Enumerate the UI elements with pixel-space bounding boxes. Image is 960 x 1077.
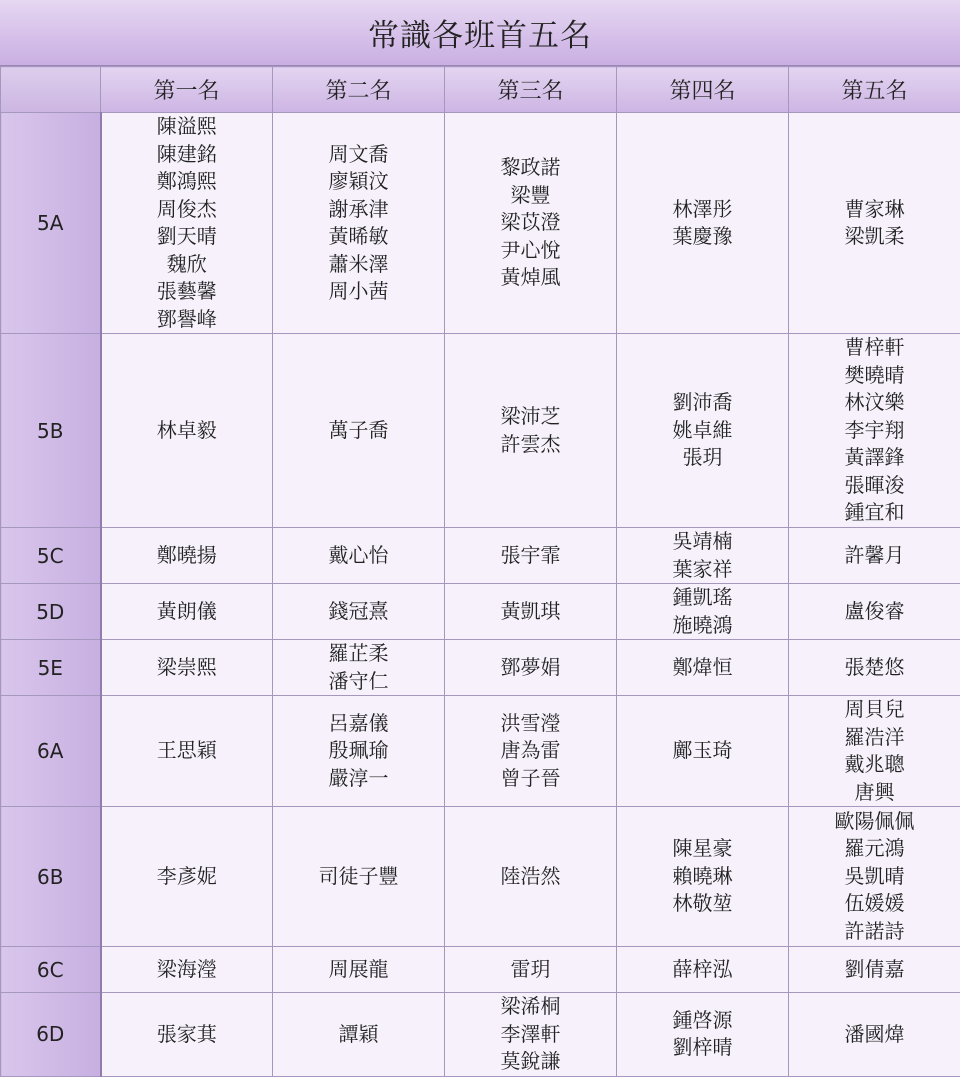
student-name: 姚卓維 bbox=[673, 417, 733, 445]
student-name: 周俊杰 bbox=[157, 196, 217, 224]
student-name: 林卓毅 bbox=[157, 417, 217, 445]
rank-5-cell bbox=[789, 807, 960, 947]
student-name: 梁凱柔 bbox=[845, 223, 905, 251]
rank-2-cell bbox=[273, 947, 445, 993]
rank-2-cell bbox=[273, 807, 445, 947]
student-list bbox=[501, 154, 561, 292]
student-name: 羅芷柔 bbox=[329, 640, 389, 668]
rank-4-cell bbox=[617, 993, 789, 1077]
rank-1-cell bbox=[101, 334, 273, 528]
student-name: 曹梓軒 bbox=[845, 334, 905, 362]
rank-5-cell bbox=[789, 584, 960, 640]
student-name: 林敬堃 bbox=[673, 890, 733, 918]
student-name: 鍾凱瑤 bbox=[673, 584, 733, 612]
student-name: 嚴淳一 bbox=[329, 765, 389, 793]
student-name: 呂嘉儀 bbox=[329, 710, 389, 738]
student-name: 賴曉琳 bbox=[673, 863, 733, 891]
student-name: 周小茜 bbox=[329, 278, 389, 306]
rank-5-cell bbox=[789, 696, 960, 807]
student-name: 譚穎 bbox=[339, 1021, 379, 1049]
student-list bbox=[835, 808, 915, 946]
rank-4-cell bbox=[617, 807, 789, 947]
student-list bbox=[673, 1007, 733, 1062]
rank-5-cell bbox=[789, 113, 960, 334]
student-name: 戴心怡 bbox=[329, 542, 389, 570]
student-name: 梁海瀅 bbox=[157, 956, 217, 984]
student-name: 蕭米澤 bbox=[329, 251, 389, 279]
table-row bbox=[1, 807, 960, 947]
student-name: 鍾啓源 bbox=[673, 1007, 733, 1035]
rank-1-header: 第一名 bbox=[101, 67, 273, 113]
rank-2-header: 第二名 bbox=[273, 67, 445, 113]
student-list bbox=[501, 542, 561, 570]
student-list bbox=[673, 835, 733, 918]
student-name: 萬子喬 bbox=[329, 417, 389, 445]
corner-header bbox=[1, 67, 101, 113]
student-name: 梁崇熙 bbox=[157, 654, 217, 682]
student-name: 伍媛媛 bbox=[835, 890, 915, 918]
rank-3-header: 第三名 bbox=[445, 67, 617, 113]
rank-1-cell bbox=[101, 528, 273, 584]
student-list bbox=[845, 956, 905, 984]
table-row bbox=[1, 947, 960, 993]
rank-1-cell bbox=[101, 113, 273, 334]
class-label: 5D bbox=[1, 584, 101, 640]
student-name: 陳溢熙 bbox=[157, 113, 217, 141]
student-name: 陳建銘 bbox=[157, 141, 217, 169]
student-list bbox=[673, 737, 733, 765]
student-name: 吳靖楠 bbox=[673, 528, 733, 556]
student-list bbox=[329, 542, 389, 570]
student-name: 戴兆聰 bbox=[845, 751, 905, 779]
table-row bbox=[1, 696, 960, 807]
student-name: 劉沛喬 bbox=[673, 389, 733, 417]
student-name: 羅浩洋 bbox=[845, 724, 905, 752]
student-name: 林澤彤 bbox=[673, 196, 733, 224]
student-list bbox=[845, 654, 905, 682]
student-name: 羅元鴻 bbox=[835, 835, 915, 863]
student-name: 薛梓泓 bbox=[673, 956, 733, 984]
rank-4-cell bbox=[617, 640, 789, 696]
student-name: 劉倩嘉 bbox=[845, 956, 905, 984]
student-name: 許馨月 bbox=[845, 542, 905, 570]
student-name: 盧俊睿 bbox=[845, 598, 905, 626]
rank-3-cell bbox=[445, 807, 617, 947]
student-list bbox=[501, 710, 561, 793]
rank-3-cell bbox=[445, 584, 617, 640]
student-name: 魏欣 bbox=[157, 251, 217, 279]
rank-2-cell bbox=[273, 528, 445, 584]
student-name: 梁苡澄 bbox=[501, 209, 561, 237]
student-list bbox=[157, 417, 217, 445]
student-name: 莫銳謙 bbox=[501, 1048, 561, 1076]
student-name: 黃譯鋒 bbox=[845, 444, 905, 472]
student-name: 殷珮瑜 bbox=[329, 737, 389, 765]
student-name: 陸浩然 bbox=[501, 863, 561, 891]
table-row bbox=[1, 993, 960, 1077]
student-list bbox=[501, 993, 561, 1076]
student-name: 鍾宜和 bbox=[845, 499, 905, 527]
student-name: 曹家琳 bbox=[845, 196, 905, 224]
student-name: 梁豐 bbox=[501, 182, 561, 210]
class-label: 5C bbox=[1, 528, 101, 584]
rank-4-cell bbox=[617, 113, 789, 334]
class-label: 5B bbox=[1, 334, 101, 528]
rank-5-cell bbox=[789, 640, 960, 696]
rank-3-cell bbox=[445, 528, 617, 584]
student-name: 周展龍 bbox=[329, 956, 389, 984]
student-list bbox=[157, 863, 217, 891]
student-name: 許雲杰 bbox=[501, 431, 561, 459]
student-list bbox=[673, 528, 733, 583]
table-body bbox=[1, 113, 960, 1077]
rank-2-cell bbox=[273, 334, 445, 528]
rank-4-cell bbox=[617, 528, 789, 584]
student-name: 張楚悠 bbox=[845, 654, 905, 682]
student-name: 唐為雷 bbox=[501, 737, 561, 765]
student-name: 張宇霏 bbox=[501, 542, 561, 570]
rank-5-cell bbox=[789, 334, 960, 528]
student-name: 黃焯風 bbox=[501, 264, 561, 292]
student-name: 施曉鴻 bbox=[673, 612, 733, 640]
student-name: 張藝馨 bbox=[157, 278, 217, 306]
page-title: 常識各班首五名 bbox=[0, 0, 960, 66]
student-list bbox=[845, 1021, 905, 1049]
student-list bbox=[157, 598, 217, 626]
student-list bbox=[511, 956, 551, 984]
student-name: 陳星豪 bbox=[673, 835, 733, 863]
student-name: 黃晞敏 bbox=[329, 223, 389, 251]
student-name: 許諾詩 bbox=[835, 918, 915, 946]
student-list bbox=[845, 542, 905, 570]
rank-5-header: 第五名 bbox=[789, 67, 960, 113]
student-list bbox=[157, 654, 217, 682]
student-list bbox=[157, 542, 217, 570]
class-label: 6C bbox=[1, 947, 101, 993]
student-list bbox=[329, 640, 389, 695]
student-list bbox=[673, 584, 733, 639]
student-name: 錢冠熹 bbox=[329, 598, 389, 626]
student-name: 黎政諾 bbox=[501, 154, 561, 182]
student-name: 張家萁 bbox=[157, 1021, 217, 1049]
header-row bbox=[1, 67, 960, 113]
rank-2-cell bbox=[273, 993, 445, 1077]
student-list bbox=[845, 598, 905, 626]
student-name: 唐興 bbox=[845, 779, 905, 807]
student-list bbox=[329, 956, 389, 984]
rank-2-cell bbox=[273, 696, 445, 807]
student-list bbox=[501, 863, 561, 891]
student-list bbox=[329, 598, 389, 626]
table-row bbox=[1, 113, 960, 334]
rank-5-cell bbox=[789, 947, 960, 993]
student-name: 李宇翔 bbox=[845, 417, 905, 445]
student-name: 洪雪瀅 bbox=[501, 710, 561, 738]
student-name: 司徒子豐 bbox=[319, 863, 399, 891]
rank-2-cell bbox=[273, 584, 445, 640]
rank-4-cell bbox=[617, 947, 789, 993]
student-list bbox=[157, 1021, 217, 1049]
class-label: 6A bbox=[1, 696, 101, 807]
rank-3-cell bbox=[445, 334, 617, 528]
student-name: 潘國煒 bbox=[845, 1021, 905, 1049]
rank-3-cell bbox=[445, 947, 617, 993]
table-row bbox=[1, 528, 960, 584]
student-name: 鄭鴻熙 bbox=[157, 168, 217, 196]
student-list bbox=[673, 389, 733, 472]
student-name: 張玥 bbox=[673, 444, 733, 472]
student-name: 潘守仁 bbox=[329, 668, 389, 696]
rank-3-cell bbox=[445, 113, 617, 334]
student-name: 李彥妮 bbox=[157, 863, 217, 891]
student-name: 尹心悅 bbox=[501, 237, 561, 265]
class-label: 6D bbox=[1, 993, 101, 1077]
student-list bbox=[157, 737, 217, 765]
student-name: 黃朗儀 bbox=[157, 598, 217, 626]
student-name: 樊曉晴 bbox=[845, 362, 905, 390]
rank-2-cell bbox=[273, 640, 445, 696]
student-name: 鄭煒恒 bbox=[673, 654, 733, 682]
student-list bbox=[501, 403, 561, 458]
student-name: 歐陽佩佩 bbox=[835, 808, 915, 836]
student-name: 黃凱琪 bbox=[501, 598, 561, 626]
student-list bbox=[329, 141, 389, 306]
rank-4-cell bbox=[617, 334, 789, 528]
student-list bbox=[157, 113, 217, 333]
student-name: 鄧譽峰 bbox=[157, 306, 217, 334]
student-list bbox=[319, 863, 399, 891]
student-name: 葉家祥 bbox=[673, 556, 733, 584]
class-label: 5A bbox=[1, 113, 101, 334]
student-list bbox=[329, 417, 389, 445]
ranking-table bbox=[0, 66, 960, 1077]
rank-3-cell bbox=[445, 640, 617, 696]
student-list bbox=[501, 654, 561, 682]
student-list bbox=[157, 956, 217, 984]
rank-5-cell bbox=[789, 528, 960, 584]
student-name: 劉天晴 bbox=[157, 223, 217, 251]
table-row bbox=[1, 584, 960, 640]
student-name: 梁沛芝 bbox=[501, 403, 561, 431]
student-name: 吳凱晴 bbox=[835, 863, 915, 891]
student-name: 葉慶豫 bbox=[673, 223, 733, 251]
table-row bbox=[1, 334, 960, 528]
student-list bbox=[845, 334, 905, 527]
class-label: 5E bbox=[1, 640, 101, 696]
rank-1-cell bbox=[101, 640, 273, 696]
student-name: 劉梓晴 bbox=[673, 1034, 733, 1062]
student-list bbox=[501, 598, 561, 626]
student-list bbox=[845, 196, 905, 251]
student-list bbox=[339, 1021, 379, 1049]
rank-1-cell bbox=[101, 696, 273, 807]
student-name: 王思穎 bbox=[157, 737, 217, 765]
student-list bbox=[329, 710, 389, 793]
student-list bbox=[845, 696, 905, 806]
student-name: 鄭曉揚 bbox=[157, 542, 217, 570]
student-name: 張暉浚 bbox=[845, 472, 905, 500]
rank-5-cell bbox=[789, 993, 960, 1077]
rank-1-cell bbox=[101, 584, 273, 640]
rank-3-cell bbox=[445, 993, 617, 1077]
student-name: 林汶樂 bbox=[845, 389, 905, 417]
rank-4-header: 第四名 bbox=[617, 67, 789, 113]
student-name: 梁浠桐 bbox=[501, 993, 561, 1021]
student-name: 廖穎汶 bbox=[329, 168, 389, 196]
student-list bbox=[673, 654, 733, 682]
rank-3-cell bbox=[445, 696, 617, 807]
table-row bbox=[1, 640, 960, 696]
student-name: 李澤軒 bbox=[501, 1021, 561, 1049]
student-list bbox=[673, 956, 733, 984]
class-label: 6B bbox=[1, 807, 101, 947]
student-name: 雷玥 bbox=[511, 956, 551, 984]
student-list bbox=[673, 196, 733, 251]
rank-4-cell bbox=[617, 696, 789, 807]
rank-2-cell bbox=[273, 113, 445, 334]
student-name: 周貝兒 bbox=[845, 696, 905, 724]
student-name: 曾子晉 bbox=[501, 765, 561, 793]
student-name: 周文喬 bbox=[329, 141, 389, 169]
student-name: 鄺玉琦 bbox=[673, 737, 733, 765]
rank-1-cell bbox=[101, 807, 273, 947]
student-name: 謝承津 bbox=[329, 196, 389, 224]
rank-1-cell bbox=[101, 993, 273, 1077]
rank-1-cell bbox=[101, 947, 273, 993]
rank-4-cell bbox=[617, 584, 789, 640]
student-name: 鄧夢娟 bbox=[501, 654, 561, 682]
